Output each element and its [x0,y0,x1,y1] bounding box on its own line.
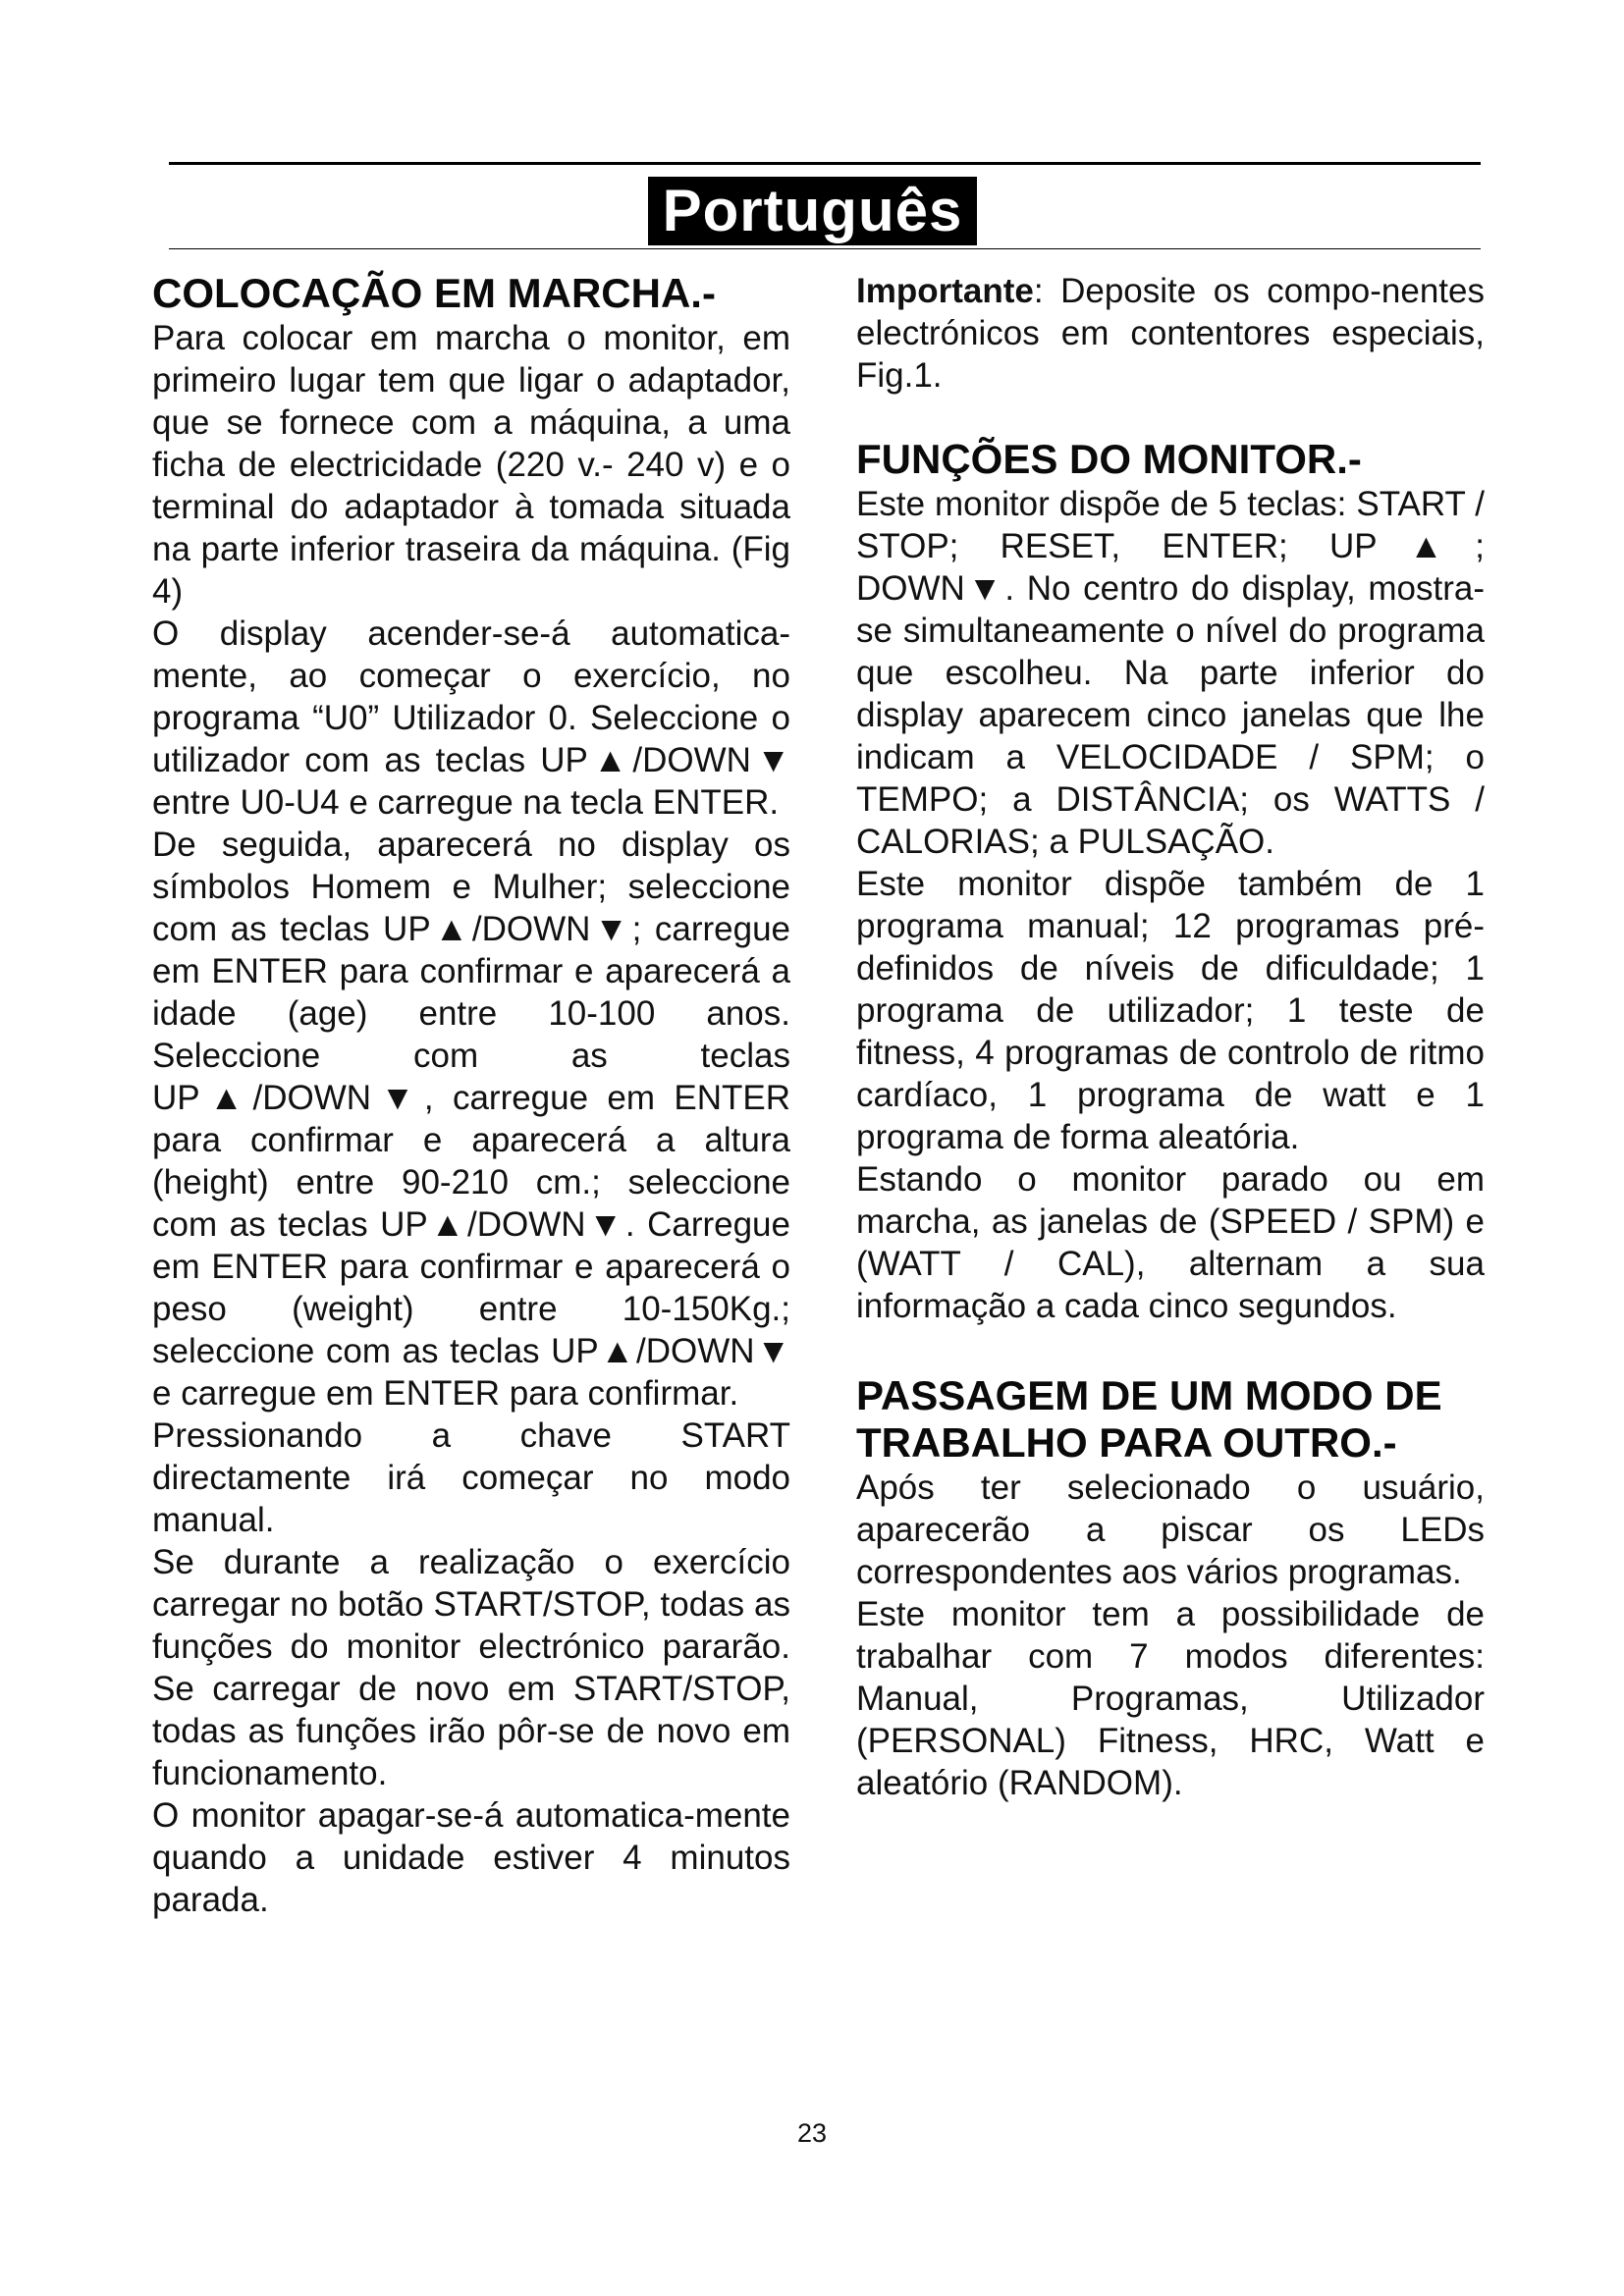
functions-paragraph-1: Este monitor dispõe de 5 teclas: START / STOP; RESET, ENTER; UP▲; DOWN▼. No centro do display, mostra-se simultaneamente o nível do programa que escolheu. Na parte inferior do display aparecem cinco janelas que lhe indicam a VELOCIDADE / SPM; o TEMPO; a DISTÂNCIA; os WATTS / CALORIAS; a PULSAÇÃO. [856,485,1485,861]
functions-paragraph-2: Este monitor dispõe também de 1 programa manual; 12 programas pré-definidos de níveis de dificuldade; 1 programa de utilizador; 1 teste de fitness, 4 programas de controlo de ritmo cardíaco, 1 programa de watt e 1 programa de forma aleatória. [856,865,1485,1156]
functions-heading: FUNÇÕES DO MONITOR.- [856,436,1362,482]
spacer [856,397,1494,436]
language-badge: Português [648,177,977,245]
header-rule-bottom [169,248,1481,249]
left-column [152,270,790,1921]
page-number: 23 [796,2118,828,2148]
functions-paragraph-3: Estando o monitor parado ou em marcha, as janelas de (SPEED / SPM) e (WATT / CAL), alternam a sua informação a cada cinco segundos. [856,1160,1485,1325]
startup-paragraph-1: Para colocar em marcha o monitor, em primeiro lugar tem que ligar o adaptador, que se fornece com a máquina, a uma ficha de electricidade (220 v.- 240 v) e o terminal do adaptador à tomada situada na parte inferior traseira da máquina. (Fig 4) [152,319,790,611]
startup-paragraph-4: Pressionando a chave START directamente irá começar no modo manual. [152,1416,790,1539]
startup-heading: COLOCAÇÃO EM MARCHA.- [152,270,716,316]
spacer [856,1327,1494,1372]
mode-paragraph-1: Após ter selecionado o usuário, aparecerão a piscar os LEDs correspondentes aos vários programas. [856,1468,1485,1591]
startup-paragraph-6: O monitor apagar-se-á automatica-mente quando a unidade estiver 4 minutos parada. [152,1796,790,1919]
important-label: Importante [856,272,1034,310]
mode-paragraph-2: Este monitor tem a possibilidade de trabalhar com 7 modos diferentes: Manual, Programas, Utilizador (PERSONAL) Fitness, HRC, Watt e aleatório (RANDOM). [856,1595,1485,1802]
startup-paragraph-3: De seguida, aparecerá no display os símbolos Homem e Mulher; seleccione com as teclas UP▲/DOWN▼; carregue em ENTER para confirmar e aparecerá a idade (age) entre 10-100 anos. Seleccione com as teclas UP▲/DOWN▼, carregue em ENTER para confirmar e aparecerá a altura (height) entre 90-210 cm.; seleccione com as teclas UP▲/DOWN▼. Carregue em ENTER para confirmar e aparecerá o peso (weight) entre 10-150Kg.; seleccione com as teclas UP▲/DOWN▼ e carregue em ENTER para confirmar. [152,826,790,1413]
startup-paragraph-5: Se durante a realização o exercício carregar no botão START/STOP, todas as funções do monitor electrónico pararão. Se carregar de novo em START/STOP, todas as funções irão pôr-se de novo em funcionamento. [152,1543,790,1792]
startup-paragraph-2: O display acender-se-á automatica-mente, ao começar o exercício, no programa “U0” Utilizador 0. Seleccione o utilizador com as teclas UP▲/DOWN▼ entre U0-U4 e carregue na tecla ENTER. [152,614,790,822]
right-column [856,270,1494,1804]
important-note [856,270,1485,397]
header-rule-top [169,162,1481,165]
important-text: : Deposite os compo-nentes electrónicos em contentores especiais, Fig.1. [856,272,1485,395]
mode-heading: PASSAGEM DE UM MODO DE TRABALHO PARA OUTRO.- [856,1372,1442,1466]
